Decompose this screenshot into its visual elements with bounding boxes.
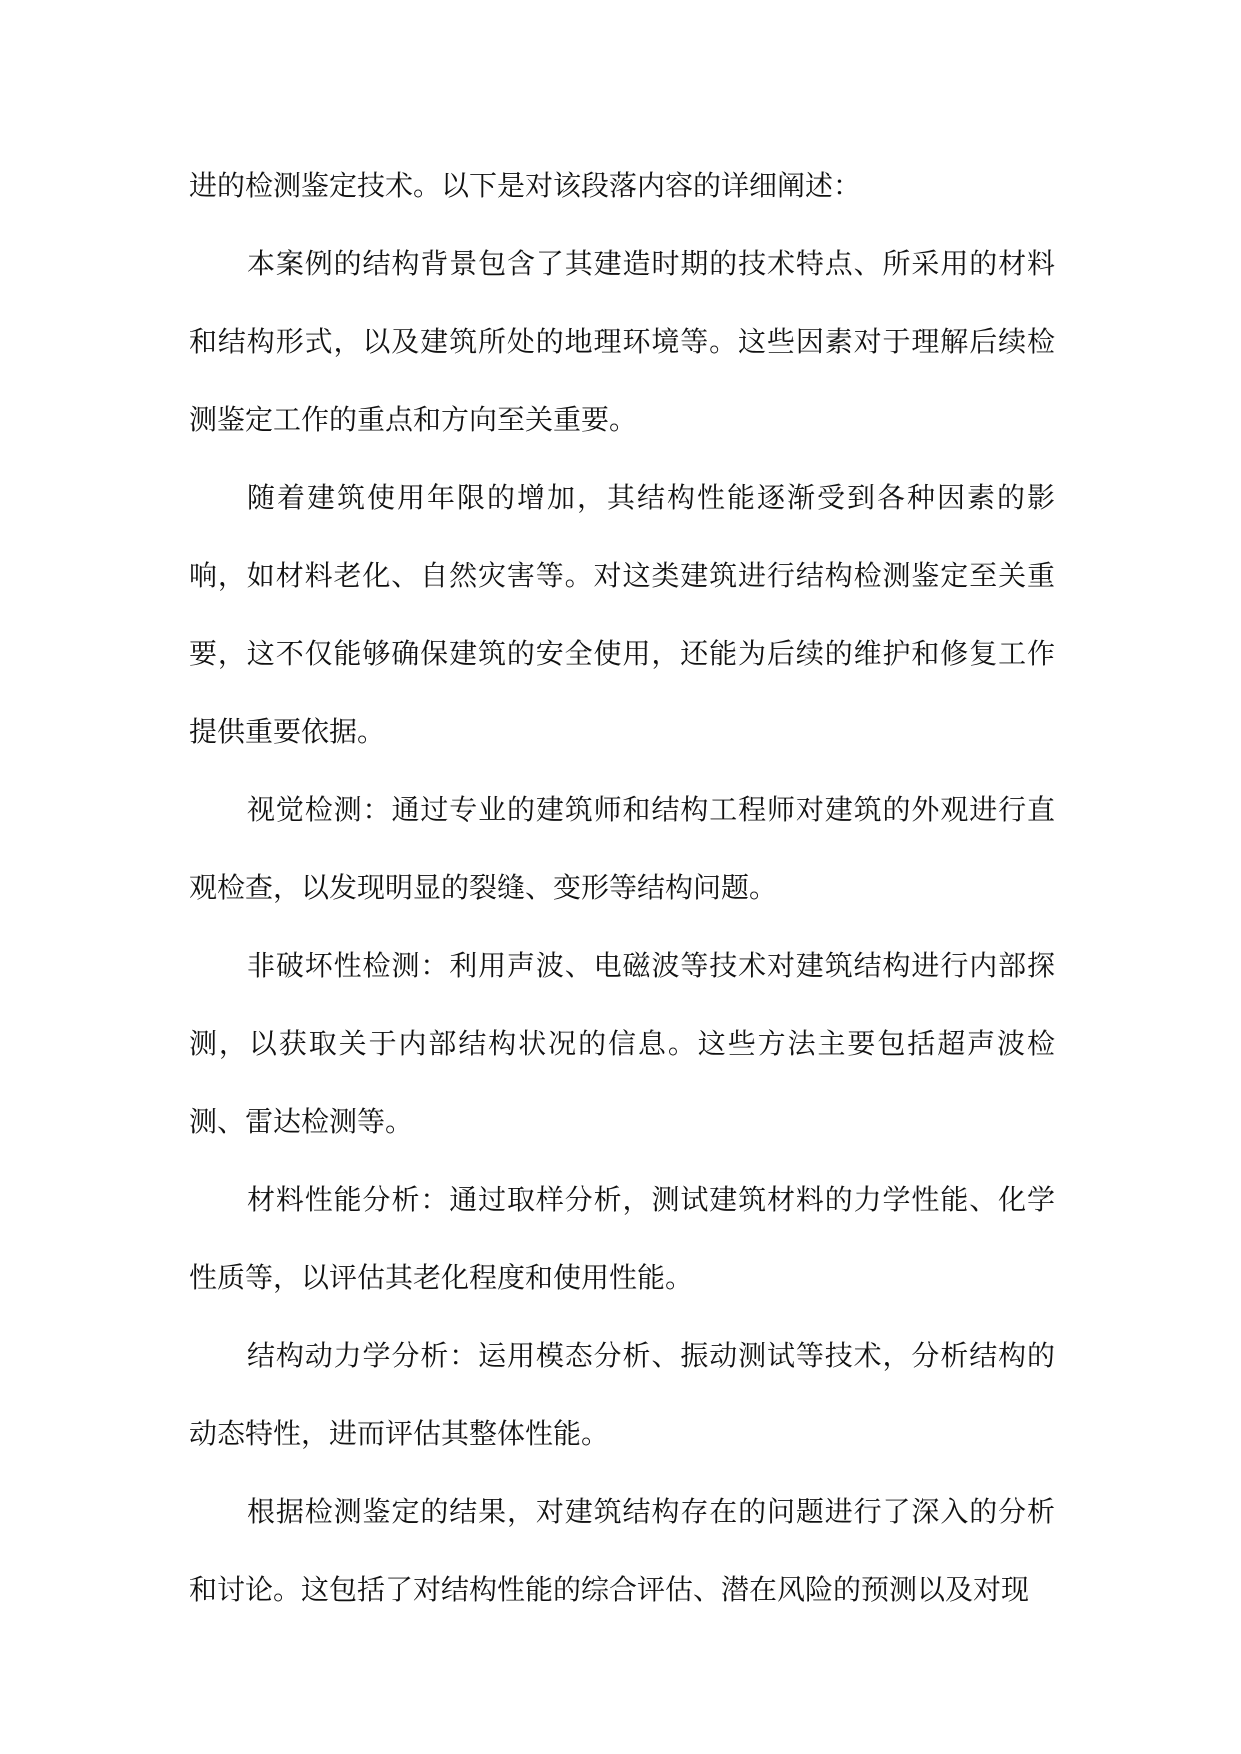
paragraph: 材料性能分析：通过取样分析，测试建筑材料的力学性能、化学性质等，以评估其老化程度和使用性能。 — [189, 1183, 1055, 1294]
document-body — [189, 147, 1055, 1629]
paragraph: 本案例的结构背景包含了其建造时期的技术特点、所采用的材料和结构形式，以及建筑所处的地理环境等。这些因素对于理解后续检测鉴定工作的重点和方向至关重要。 — [189, 247, 1055, 436]
paragraph: 根据检测鉴定的结果，对建筑结构存在的问题进行了深入的分析和讨论。这包括了对结构性能的综合评估、潜在风险的预测以及对现 — [189, 1495, 1055, 1606]
paragraph: 视觉检测：通过专业的建筑师和结构工程师对建筑的外观进行直观检查，以发现明显的裂缝、变形等结构问题。 — [189, 793, 1055, 904]
paragraph: 随着建筑使用年限的增加，其结构性能逐渐受到各种因素的影响，如材料老化、自然灾害等。对这类建筑进行结构检测鉴定至关重要，这不仅能够确保建筑的安全使用，还能为后续的维护和修复工作提供重要依据。 — [189, 481, 1055, 748]
paragraph: 进的检测鉴定技术。以下是对该段落内容的详细阐述： — [189, 169, 862, 202]
paragraph: 结构动力学分析：运用模态分析、振动测试等技术，分析结构的动态特性，进而评估其整体性能。 — [189, 1339, 1055, 1450]
paragraph: 非破坏性检测：利用声波、电磁波等技术对建筑结构进行内部探测，以获取关于内部结构状况的信息。这些方法主要包括超声波检测、雷达检测等。 — [189, 949, 1055, 1138]
